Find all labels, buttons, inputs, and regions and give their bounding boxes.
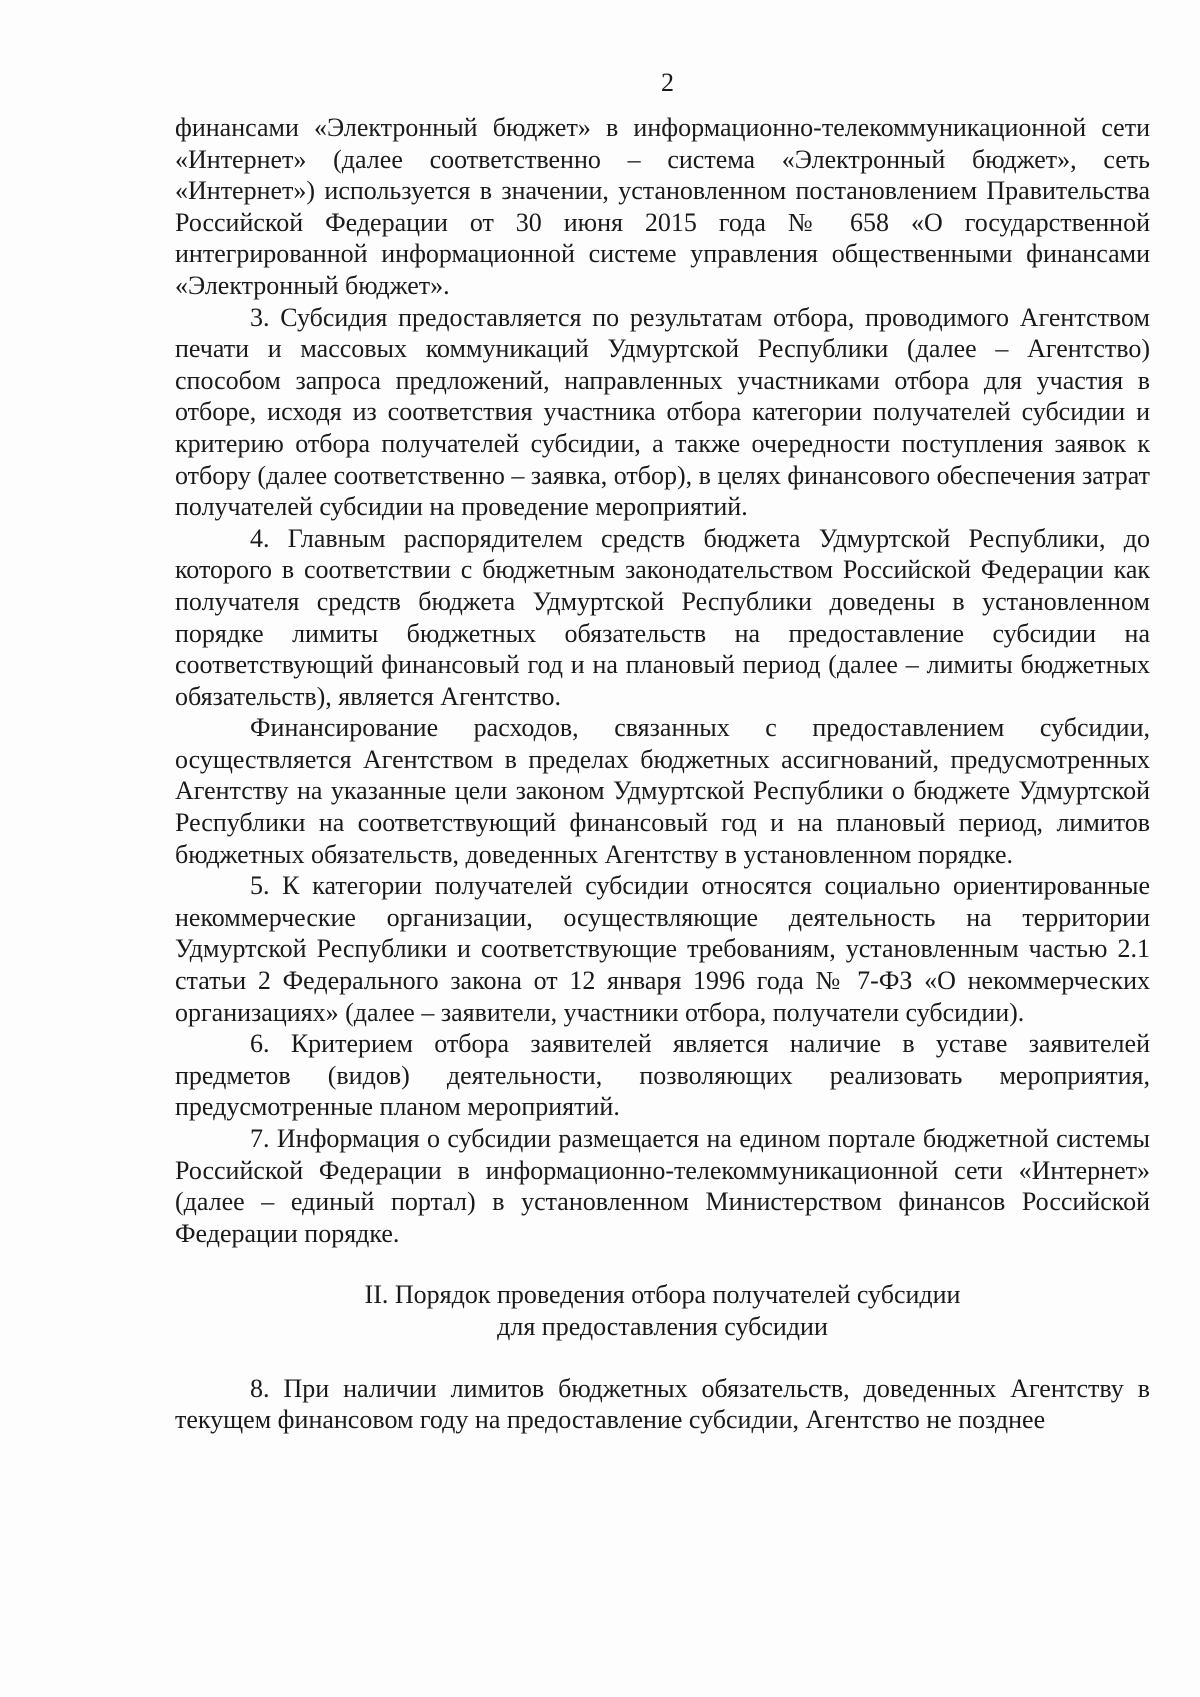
section-heading <box>175 1279 1150 1342</box>
paragraph-4-financing: Финансирование расходов, связанных с предоставлением субсидии, осуществляется Агентством в пределах бюджетных ассигнований, предусмотренных Агентству на указанные цели законом Удмуртской Республики о бюджете Удмуртской Республики на соответствующий финансовый год и на плановый период, лимитов бюджетных обязательств, доведенных Агентству в установленном порядке. <box>175 713 1150 869</box>
paragraph-6: 6. Критерием отбора заявителей является наличие в уставе заявителей предметов (видов) деятельности, позволяющих реализовать мероприятия, предусмотренные планом мероприятий. <box>175 1029 1150 1122</box>
spacer <box>175 1249 1150 1279</box>
paragraph-3: 3. Субсидия предоставляется по результатам отбора, проводимого Агентством печати и массовых коммуникаций Удмуртской Республики (далее – Агентство) способом запроса предложений, направленных участниками отбора для участия в отборе, исходя из соответствия участника отбора категории получателей субсидии и критерию отбора получателей субсидии, а также очередности поступления заявок к отбору (далее соответственно – заявка, отбор), в целях финансового обеспечения затрат получателей субсидии на проведение мероприятий. <box>175 302 1150 522</box>
paragraph-continuation: финансами «Электронный бюджет» в информационно-телекоммуникационной сети «Интернет» (далее соответственно – система «Электронный бюджет», сеть «Интернет») используется в значении, установленном постановлением Правительства Российской Федерации от 30 июня 2015 года № 658 «О государственной интегрированной информационной системе управления общественными финансами «Электронный бюджет». <box>175 113 1150 300</box>
paragraph-5: 5. К категории получателей субсидии относятся социально ориентированные некоммерческие организации, осуществляющие деятельность на территории Удмуртской Республики и соответствующие требованиям, установленным частью 2.1 статьи 2 Федерального закона от 12 января 1996 года № 7-ФЗ «О некоммерческих организациях» (далее – заявители, участники отбора, получатели субсидии). <box>175 871 1150 1027</box>
section-heading-line-1: II. Порядок проведения отбора получателей субсидии <box>364 1280 961 1310</box>
paragraph-7: 7. Информация о субсидии размещается на едином портале бюджетной системы Российской Федерации в информационно-телекоммуникационной сети «Интернет» (далее – единый портал) в установленном Министерством финансов Российской Федерации порядке. <box>175 1124 1150 1248</box>
section-heading-line-2: для предоставления субсидии <box>497 1311 828 1341</box>
page-number: 2 <box>661 68 674 97</box>
spacer <box>175 1343 1150 1373</box>
paragraph-4: 4. Главным распорядителем средств бюджета Удмуртской Республики, до которого в соответствии с бюджетным законодательством Российской Федерации как получателя средств бюджета Удмуртской Республики доведены в установленном порядке лимиты бюджетных обязательств на предоставление субсидии на соответствующий финансовый год и на плановый период (далее – лимиты бюджетных обязательств), является Агентство. <box>175 523 1150 711</box>
paragraph-8: 8. При наличии лимитов бюджетных обязательств, доведенных Агентству в текущем финансовом году на предоставление субсидии, Агентство не позднее <box>175 1373 1150 1435</box>
document-body <box>175 112 1150 1436</box>
